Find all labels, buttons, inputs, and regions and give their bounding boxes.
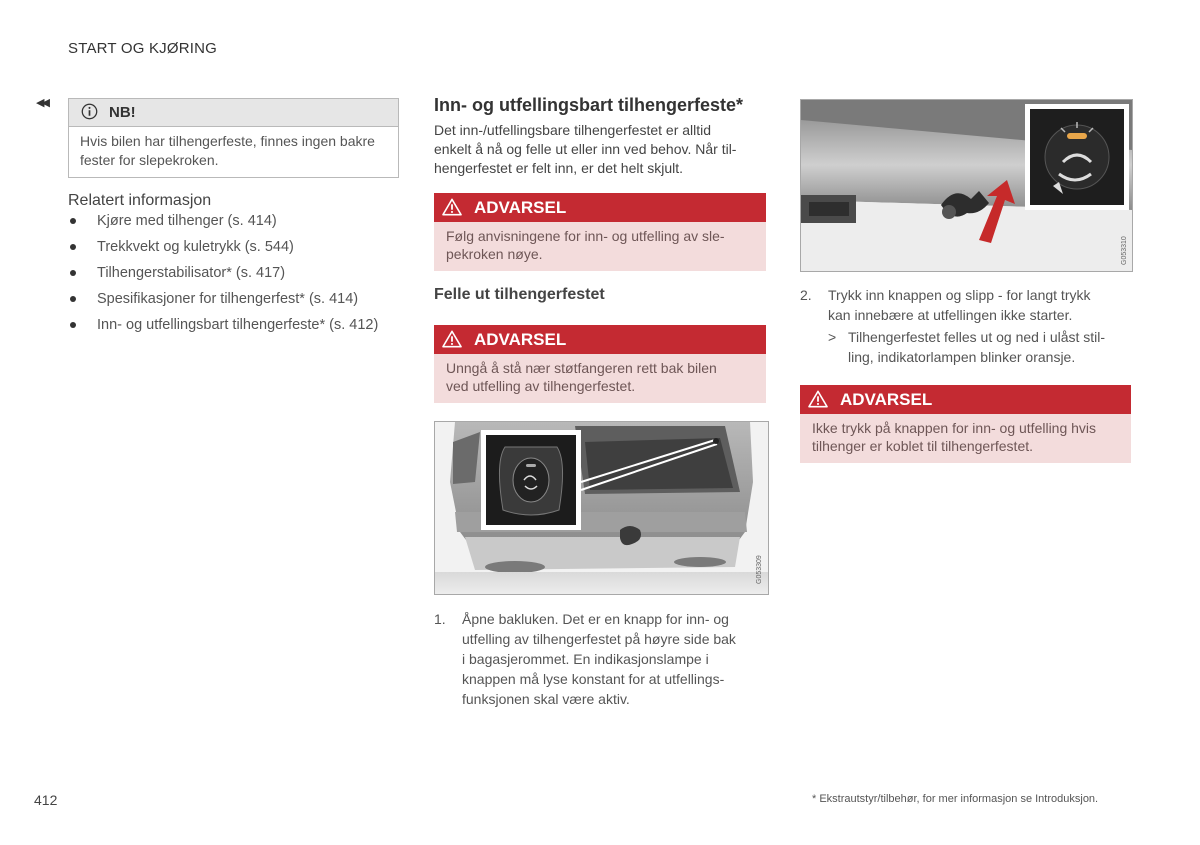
back-arrow-icon[interactable]: ◀◀ bbox=[36, 97, 47, 109]
related-link[interactable]: Spesifikasjoner for tilhengerfest* (s. 414) bbox=[68, 290, 378, 316]
page-number: 412 bbox=[34, 792, 58, 808]
section-header: START OG KJØRING bbox=[68, 40, 218, 57]
warning-box bbox=[434, 325, 766, 403]
warning-box bbox=[800, 385, 1131, 463]
warning-body bbox=[800, 414, 1131, 463]
related-info-list bbox=[68, 212, 378, 342]
step-line: Åpne bakluken. Det er en knapp for inn- og bbox=[462, 611, 729, 627]
intro-line: Det inn-/utfellingsbare tilhengerfestet er alltid bbox=[434, 122, 712, 138]
nb-header bbox=[69, 99, 398, 127]
step-number: 2. bbox=[800, 287, 812, 303]
warning-title: ADVARSEL bbox=[840, 390, 933, 409]
warning-header bbox=[434, 325, 766, 354]
step-number: 1. bbox=[434, 611, 446, 627]
subsection-title: Felle ut tilhengerfestet bbox=[434, 286, 605, 303]
figure-code: G053310 bbox=[1121, 236, 1128, 265]
related-link[interactable]: Tilhengerstabilisator* (s. 417) bbox=[68, 264, 378, 290]
nb-title: NB! bbox=[109, 104, 136, 121]
step-2 bbox=[800, 285, 1140, 327]
warning-box bbox=[434, 193, 766, 271]
warning-triangle-icon bbox=[808, 390, 828, 408]
result-line: ling, indikatorlampen blinker oransje. bbox=[848, 349, 1076, 365]
warning-line: ved utfelling av tilhengerfestet. bbox=[446, 378, 636, 394]
warning-header bbox=[434, 193, 766, 222]
step-line: i bagasjerommet. En indikasjonslampe i bbox=[462, 651, 709, 667]
warning-line: Ikke trykk på knappen for inn- og utfelling hvis bbox=[812, 420, 1097, 436]
warning-title: ADVARSEL bbox=[474, 330, 567, 349]
related-info-title: Relatert informasjon bbox=[68, 192, 212, 209]
step-text bbox=[462, 609, 736, 709]
step-line: knappen må lyse konstant for at utfellings- bbox=[462, 671, 725, 687]
step-line: utfelling av tilhengerfestet på høyre side bak bbox=[462, 631, 736, 647]
result-text bbox=[848, 327, 1105, 367]
related-link[interactable]: Kjøre med tilhenger (s. 414) bbox=[68, 212, 378, 238]
nb-body: Hvis bilen har tilhengerfeste, finnes ingen bakre fester for slepekroken. bbox=[80, 133, 375, 168]
car-trunk-illustration bbox=[434, 421, 769, 595]
related-link[interactable]: Trekkvekt og kuletrykk (s. 544) bbox=[68, 238, 378, 264]
page-title: Inn- og utfellingsbart tilhengerfeste* bbox=[434, 95, 744, 115]
step-line: funksjonen skal være aktiv. bbox=[462, 691, 630, 707]
step-line: Trykk inn knappen og slipp - for langt trykk bbox=[828, 287, 1091, 303]
figure-code: G053309 bbox=[756, 555, 763, 584]
warning-line: tilhenger er koblet til tilhengerfestet. bbox=[812, 438, 1034, 454]
warning-body bbox=[434, 222, 766, 271]
step-line: kan innebære at utfellingen ikke starter. bbox=[828, 307, 1073, 323]
intro-line: hengerfestet er felt inn, er det helt skjult. bbox=[434, 160, 684, 176]
warning-title: ADVARSEL bbox=[474, 198, 567, 217]
nb-note bbox=[68, 98, 399, 178]
result-marker: > bbox=[828, 329, 837, 345]
intro-line: enkelt å nå og felle ut eller inn ved behov. Når til- bbox=[434, 141, 737, 157]
step-1 bbox=[434, 609, 774, 709]
footnote: * Ekstrautstyr/tilbehør, for mer informasjon se Introduksjon. bbox=[812, 793, 1099, 805]
warning-triangle-icon bbox=[442, 330, 462, 348]
step-text bbox=[828, 285, 1091, 325]
result-line: Tilhengerfestet felles ut og ned i ulåst stil- bbox=[848, 329, 1106, 345]
warning-body bbox=[434, 354, 766, 403]
intro-paragraph bbox=[434, 121, 768, 178]
warning-line: Følg anvisningene for inn- og utfelling av sle- bbox=[446, 228, 725, 244]
towbar-deploy-illustration bbox=[801, 100, 1132, 271]
info-icon bbox=[81, 103, 98, 120]
related-link[interactable]: Inn- og utfellingsbart tilhengerfeste* (s. 412) bbox=[68, 316, 378, 342]
warning-triangle-icon bbox=[442, 198, 462, 216]
towbar-button-illustration bbox=[800, 99, 1133, 272]
step-2-result bbox=[828, 327, 1138, 369]
car-rear-open-trunk-illustration bbox=[435, 422, 768, 594]
warning-line: pekroken nøye. bbox=[446, 246, 543, 262]
warning-header bbox=[800, 385, 1131, 414]
warning-line: Unngå å stå nær støtfangeren rett bak bilen bbox=[446, 360, 717, 376]
